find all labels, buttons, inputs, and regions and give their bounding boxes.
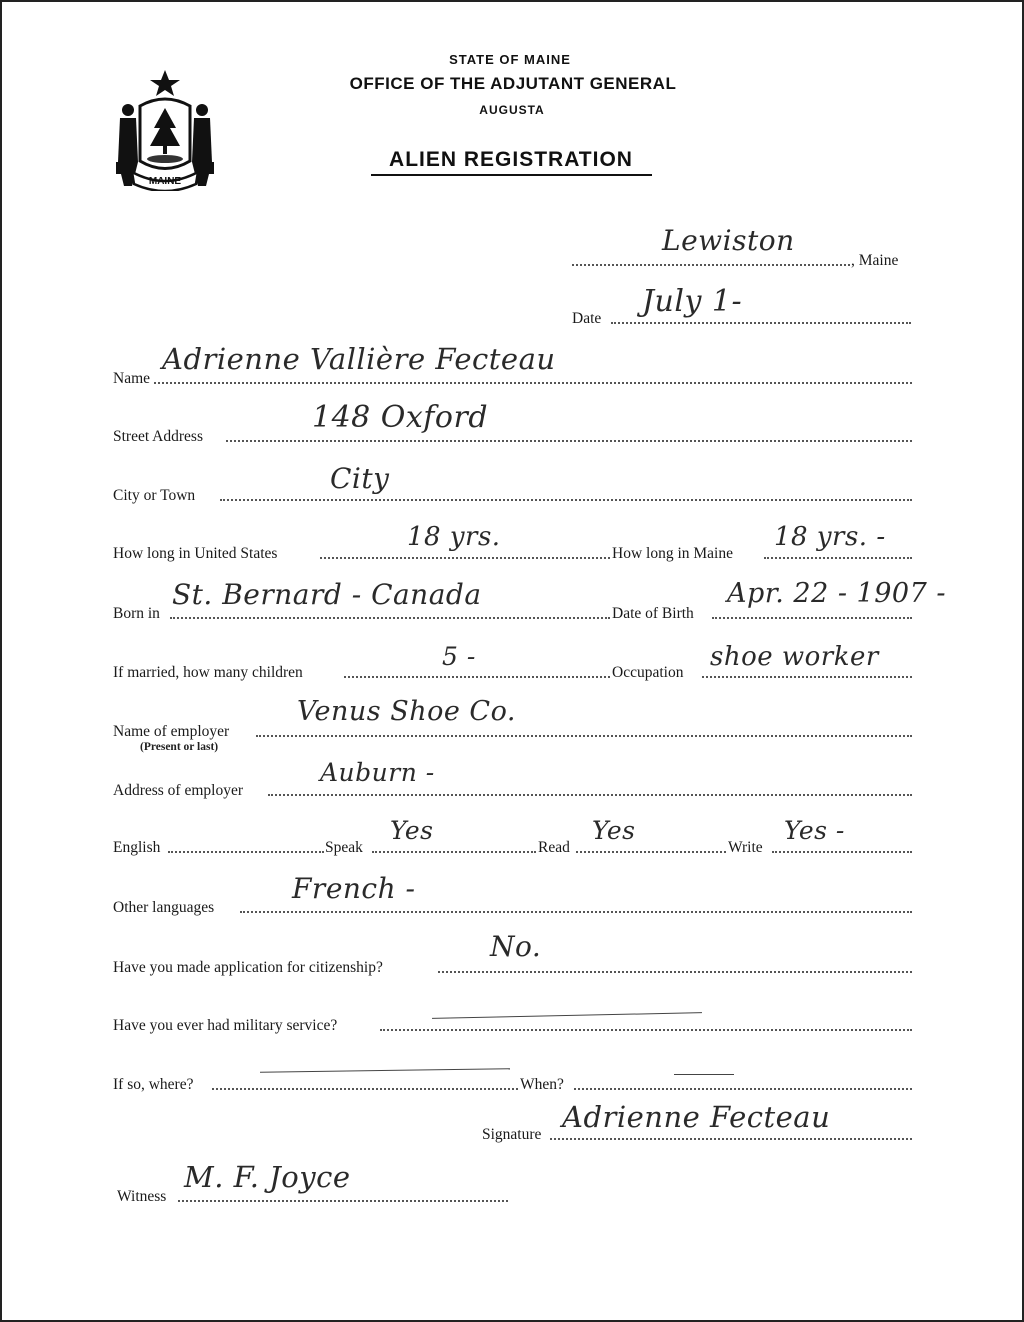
read-value: Yes: [592, 816, 636, 845]
city-label: City or Town: [113, 487, 196, 504]
town-value: Lewiston: [662, 224, 795, 257]
street-line: [226, 440, 912, 442]
military-label: Have you ever had military service?: [113, 1017, 338, 1034]
date-value: July 1-: [642, 284, 743, 319]
speak-label: Speak: [325, 839, 363, 856]
signature-value: Adrienne Fecteau: [562, 1100, 831, 1134]
write-label: Write: [728, 839, 763, 856]
city-line: [220, 499, 912, 501]
street-label: Street Address: [113, 428, 203, 445]
citizenship-value: No.: [490, 930, 542, 963]
other-languages-value: French -: [292, 872, 416, 905]
dob-line: [712, 617, 912, 619]
dob-value: Apr. 22 - 1907 -: [727, 578, 946, 609]
employer-address-value: Auburn -: [320, 758, 435, 787]
witness-value: M. F. Joyce: [184, 1160, 351, 1194]
name-value: Adrienne Vallière Fecteau: [162, 342, 556, 376]
write-line: [772, 851, 912, 853]
employer-address-label: Address of employer: [113, 782, 243, 799]
maine-suffix: , Maine: [851, 252, 899, 269]
how-long-maine-line: [764, 557, 912, 559]
registration-form: MAINE STATE OF MAINE OFFICE OF THE ADJUTANT GENERAL AUGUSTA ALIEN REGISTRATION Lewiston , Maine Date July 1- Name Adrienne Vallière Fecteau Street Address 148 Oxford City or Town City How long in United States 18 yrs. How long in Maine 18 yrs. - Born in St. Bernard - Canada Date of Birth Apr. 22 - 1907 - If married, how many children 5 - Occupation shoe worker Name of employer (Present or last) Venus Shoe Co. Address of employer Auburn - English Speak Yes Read Yes Write Yes - Other languages French - Have you made application for citizenship? No. Have you ever had military service? If so, where? When? Signature Adrienne Fecteau Witness M. F. Joyce: [0, 0, 1024, 1322]
witness-line: [178, 1200, 508, 1202]
english-line: [168, 851, 324, 853]
where-line: [212, 1088, 518, 1090]
english-label: English: [113, 839, 161, 856]
children-label: If married, how many children: [113, 664, 303, 681]
military-line: [380, 1029, 912, 1031]
occupation-label: Occupation: [612, 664, 684, 681]
years-us-value: 18 yrs.: [407, 522, 501, 552]
other-languages-line: [240, 911, 912, 913]
dob-label: Date of Birth: [612, 605, 694, 622]
street-value: 148 Oxford: [312, 400, 489, 435]
occupation-value: shoe worker: [710, 642, 879, 672]
title-underline: [371, 174, 652, 176]
witness-label: Witness: [117, 1188, 167, 1205]
name-line: [154, 382, 912, 384]
when-label: When?: [520, 1076, 564, 1093]
military-dash-mark: [432, 1012, 702, 1019]
date-label: Date: [572, 310, 602, 327]
write-value: Yes -: [784, 816, 845, 845]
read-line: [576, 851, 726, 853]
born-value: St. Bernard - Canada: [172, 578, 482, 611]
employer-address-line: [268, 794, 912, 796]
signature-label: Signature: [482, 1126, 542, 1143]
how-long-us-label: How long in United States: [113, 545, 278, 562]
how-long-us-line: [320, 557, 610, 559]
occupation-line: [702, 676, 912, 678]
date-line: [611, 322, 911, 324]
town-line: [572, 264, 850, 266]
signature-line: [550, 1138, 912, 1140]
speak-value: Yes: [390, 816, 434, 845]
employer-value: Venus Shoe Co.: [297, 696, 516, 727]
born-label: Born in: [113, 605, 160, 622]
where-dash-mark: [260, 1068, 510, 1072]
svg-text:MAINE: MAINE: [148, 176, 182, 187]
speak-line: [372, 851, 536, 853]
name-label: Name: [113, 370, 151, 387]
citizenship-label: Have you made application for citizenship?: [113, 959, 383, 976]
where-label: If so, where?: [113, 1076, 194, 1093]
maine-state-seal-icon: [110, 66, 220, 191]
employer-sub-label: (Present or last): [140, 741, 219, 753]
years-maine-value: 18 yrs. -: [774, 522, 886, 552]
other-languages-label: Other languages: [113, 899, 215, 916]
employer-line: [256, 735, 912, 737]
when-line: [574, 1088, 912, 1090]
children-line: [344, 676, 610, 678]
born-line: [170, 617, 610, 619]
when-dash-mark: [674, 1074, 734, 1075]
how-long-maine-label: How long in Maine: [612, 545, 733, 562]
city-value: City: [330, 462, 390, 495]
citizenship-line: [438, 971, 912, 973]
read-label: Read: [538, 839, 570, 856]
employer-label: Name of employer: [113, 723, 230, 740]
children-value: 5 -: [442, 642, 476, 671]
